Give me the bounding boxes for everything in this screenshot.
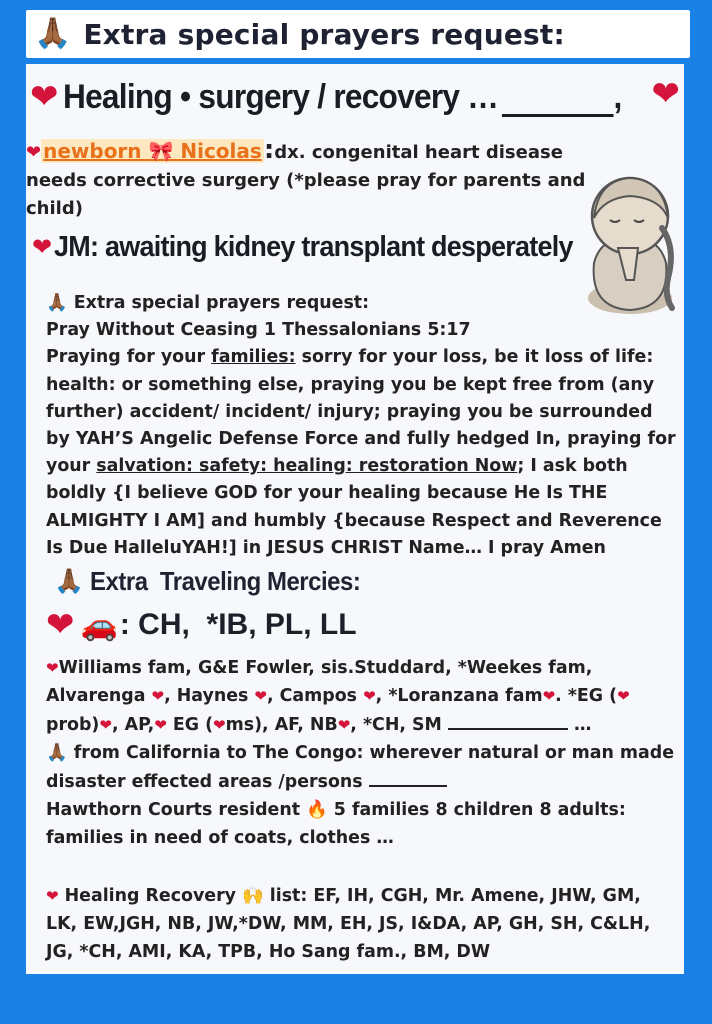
hawthorn-line: Hawthorn Courts resident 🔥 5 families 8 children 8 adults: families in need of coats, clothes … (46, 800, 626, 848)
fire-icon: 🔥 (306, 800, 328, 820)
california-line: 🙏🏾 from California to The Congo: wherever natural or man made disaster effected areas /persons (46, 743, 675, 792)
travel-names: : CH, *IB, PL, LL (119, 608, 357, 641)
heart-icon: ❤ (26, 142, 42, 163)
jm-entry (32, 227, 612, 267)
page-title: Extra special prayers request: (83, 17, 565, 51)
heart-icon: ❤ (254, 687, 267, 705)
heart-icon: ❤ (651, 74, 680, 114)
heart-icon: ❤ (32, 233, 53, 261)
jm-text: JM: awaiting kidney transplant desperately (54, 230, 573, 263)
healing-recovery-list: ❤ Healing Recovery 🙌 list: EF, IH, CGH, Mr. Amene, JHW, GM, LK, EW,JGH, NB, JW,*DW, MM, EH, JS, I&DA, AP, GH, SH, C&LH, JG, *CH, AMI, KA, TPB, Ho Sang fam., BM, DW (46, 886, 651, 962)
folded-hands-icon: 🙏🏾 (34, 16, 72, 51)
families-line: ❤Williams fam, G&E Fowler, sis.Studdard, *Weekes fam, Alvarenga ❤, Haynes ❤, Campos ❤, *Loranzana fam❤. *EG (❤prob)❤, AP,❤ EG (❤ms), AF, NB❤, *CH, SM … (46, 658, 630, 735)
heart-icon: ❤ (363, 687, 376, 705)
heart-icon: ❤ (213, 716, 226, 734)
folded-hands-icon: 🙏🏾 (46, 743, 68, 763)
mercies-title: Extra Traveling Mercies: (89, 565, 361, 596)
scripture-line: Pray Without Ceasing 1 Thessalonians 5:17 (46, 320, 471, 341)
blank-line (501, 88, 613, 117)
heart-icon: ❤ (30, 77, 59, 117)
heart-icon: ❤ (154, 716, 167, 734)
car-icon: 🚗 (80, 607, 118, 643)
nicolas-entry: ❤ newborn 🎀 Nicolas:dx. congenital heart disease needs corrective surgery (*please pray for parents and child) (26, 135, 586, 219)
heart-icon: ❤ (151, 687, 165, 705)
nicolas-text: dx. congenital heart disease needs corrective surgery (*please pray for parents and child) (26, 142, 586, 219)
folded-hands-icon: 🙏🏾 (54, 567, 84, 595)
prayer-card (26, 64, 684, 974)
heart-icon: ❤ (46, 887, 59, 905)
healing-heading (30, 72, 680, 122)
heart-icon: ❤ (617, 687, 630, 705)
prayer-body (46, 290, 676, 562)
traveling-mercies-heading (54, 564, 384, 598)
heart-icon: ❤ (46, 605, 75, 645)
raised-hands-icon: 🙌 (242, 886, 264, 906)
heart-icon: ❤ (99, 716, 112, 734)
header-banner (26, 10, 690, 58)
healing-title: Healing • surgery / recovery … , (62, 77, 622, 116)
nicolas-name: newborn 🎀 Nicolas (43, 139, 262, 163)
folded-hands-icon: 🙏🏾 (46, 293, 68, 313)
heart-icon: ❤ (46, 659, 59, 677)
families-list (46, 654, 678, 852)
prayer-paragraph: Praying for your families: sorry for your loss, be it loss of life: health: or something else, praying you be kept free from (any further) accident/ incident/ injury; praying you be surrounded by YAH’S Angelic Defense Force and fully hedged In, praying for your salvation: safety: healing: restoration Now; I ask both boldly {I believe GOD for your healing because He Is THE ALMIGHTY I AM] and humbly {because Respect and Reverence Is Due HalleluYAH!] in JESUS CHRIST Name… I pray Amen (46, 347, 676, 558)
heart-icon: ❤ (337, 716, 351, 734)
blank-line (369, 767, 447, 787)
traveling-list (46, 602, 357, 648)
prayer-heading-line: 🙏🏾 Extra special prayers request: (46, 293, 370, 313)
heart-icon: ❤ (542, 687, 556, 705)
blank-line (448, 710, 568, 730)
